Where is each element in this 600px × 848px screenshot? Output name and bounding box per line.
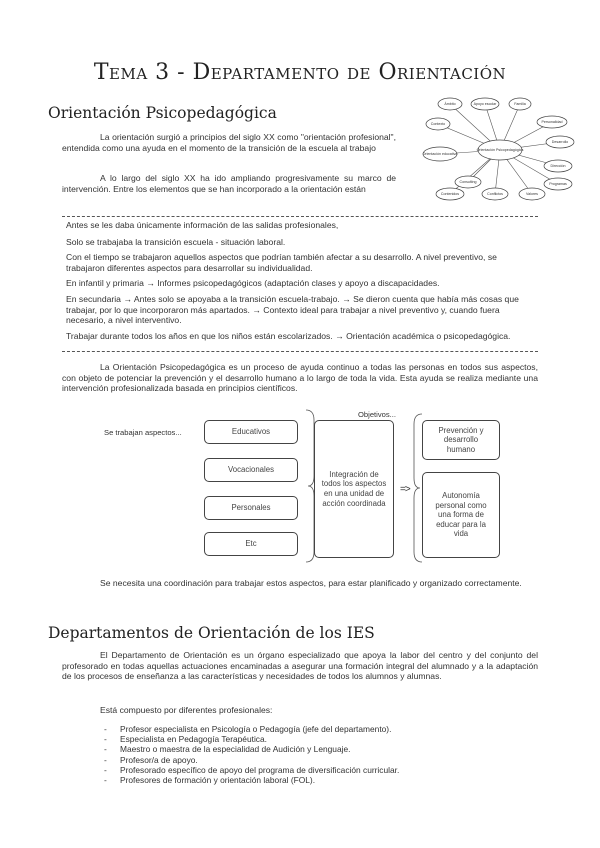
- notes-block: [66, 220, 536, 341]
- objectives-label: Objetivos...: [358, 410, 396, 419]
- mindmap-node-label: Consulting: [459, 180, 477, 184]
- mindmap-node-label: Contenidos: [440, 192, 460, 196]
- aspects-label: Se trabajan aspectos...: [104, 428, 182, 437]
- intro-paragraph-1: La orientación surgió a principios del siglo XX como "orientación profesional", entendida como una ayuda en el momento de la transición de la escuela al trabajo: [62, 132, 396, 153]
- note-line: En infantil y primaria → Informes psicopedagógicos (adaptación clases y apoyo a discapacidades.: [66, 278, 440, 289]
- note-line: Trabajar durante todos los años en que los niños están escolarizados. → Orientación académica o psicopedagógica.: [66, 330, 511, 341]
- department-paragraph: El Departamento de Orientación es un órgano especializado que apoya la labor del centro y del conjunto del profesorado en todas aquellas actuaciones encaminadas a asegurar una formación integral del alumnado y a la adaptación de los procesos de enseñanza a las características y necesidades de todos los alumnos y alumnas.: [62, 650, 538, 681]
- mindmap-node-label: Familia: [514, 102, 526, 106]
- objective-box: Autonomía personal como una forma de educar para la vida: [422, 472, 500, 558]
- objective-box: Prevención y desarrollo humano: [422, 420, 500, 460]
- mindmap-center-label: Orientación Psicopedagógica: [476, 148, 524, 152]
- note-line: En secundaria → Antes solo se apoyaba a la transición escuela-trabajo. → Se dieron cuenta que había más cosas que trabajar, por lo que incorporaron más apartados. → Contexto ideal para trabajar a nivel preventivo y, cuando fuera necesario, a nivel interventivo.: [66, 293, 519, 326]
- section-heading-departamentos: Departamentos de Orientación de los IES: [48, 624, 375, 642]
- aspect-box: Educativos: [204, 420, 298, 444]
- aspect-box: Personales: [204, 496, 298, 520]
- page-title: Tema 3 - Departamento de Orientación: [93, 60, 507, 85]
- definition-paragraph: La Orientación Psicopedagógica es un proceso de ayuda continuo a todas las personas en todos sus aspectos, con objeto de potenciar la prevención y el desarrollo humano a lo largo de toda la vida. Esta ayuda se realiza mediante una intervención profesionalizada basada en principios científicos.: [62, 362, 538, 393]
- divider-top: [62, 216, 538, 217]
- mindmap-node-label: Programas: [549, 182, 567, 186]
- mindmap-node-label: Dirección: [550, 164, 566, 168]
- mindmap-node-label: Conflictos: [487, 192, 503, 196]
- section-heading-orientacion: Orientación Psicopedagógica: [48, 104, 277, 122]
- coordination-paragraph: Se necesita una coordinación para trabajar estos aspectos, para estar planificado y organizado correctamente.: [100, 578, 522, 588]
- composition-intro: Está compuesto por diferentes profesionales:: [100, 705, 273, 715]
- list-item: - Profesor/a de apoyo.: [104, 755, 544, 765]
- mindmap-node-label: Personalidad: [541, 120, 563, 124]
- mind-map-diagram: [420, 94, 580, 208]
- intro-paragraph-2: A lo largo del siglo XX ha ido ampliando progresivamente su marco de intervención. Entre los elementos que se han incorporado a la orientación están: [62, 173, 396, 194]
- integration-box: Integración de todos los aspectos en una unidad de acción coordinada: [314, 420, 394, 558]
- list-item: - Profesor especialista en Psicología o Pedagogía (jefe del departamento).: [104, 724, 544, 734]
- aspect-box: Vocacionales: [204, 458, 298, 482]
- note-line: Con el tiempo se trabajaron aquellos aspectos que podrían también afectar a su desarrollo. A nivel preventivo, se trabajaron diferentes aspectos para desarrollar su individualidad.: [66, 252, 497, 273]
- list-item: - Profesorado específico de apoyo del programa de diversificación curricular.: [104, 765, 544, 775]
- list-item: - Profesores de formación y orientación laboral (FOL).: [104, 775, 544, 785]
- members-list: [104, 724, 544, 785]
- mindmap-node-label: Orientación educativa: [422, 152, 458, 156]
- note-line: Antes se les daba únicamente información de las salidas profesionales,: [66, 220, 339, 230]
- mindmap-node-label: Contexto: [430, 122, 446, 126]
- divider-bottom: [62, 351, 538, 352]
- list-item: - Especialista en Pedagogía Terapéutica.: [104, 734, 544, 744]
- aspect-box: Etc: [204, 532, 298, 556]
- mindmap-node-label: Valores: [526, 192, 538, 196]
- mindmap-node-label: Ámbito: [444, 102, 456, 106]
- mindmap-node-label: Apoyo escolar: [473, 102, 497, 106]
- list-item: - Maestro o maestra de la especialidad de Audición y Lenguaje.: [104, 744, 544, 754]
- note-line: Solo se trabajaba la transición escuela - situación laboral.: [66, 236, 286, 247]
- arrow-symbol: =>: [400, 484, 410, 495]
- mindmap-node-label: Desarrollo: [551, 140, 569, 144]
